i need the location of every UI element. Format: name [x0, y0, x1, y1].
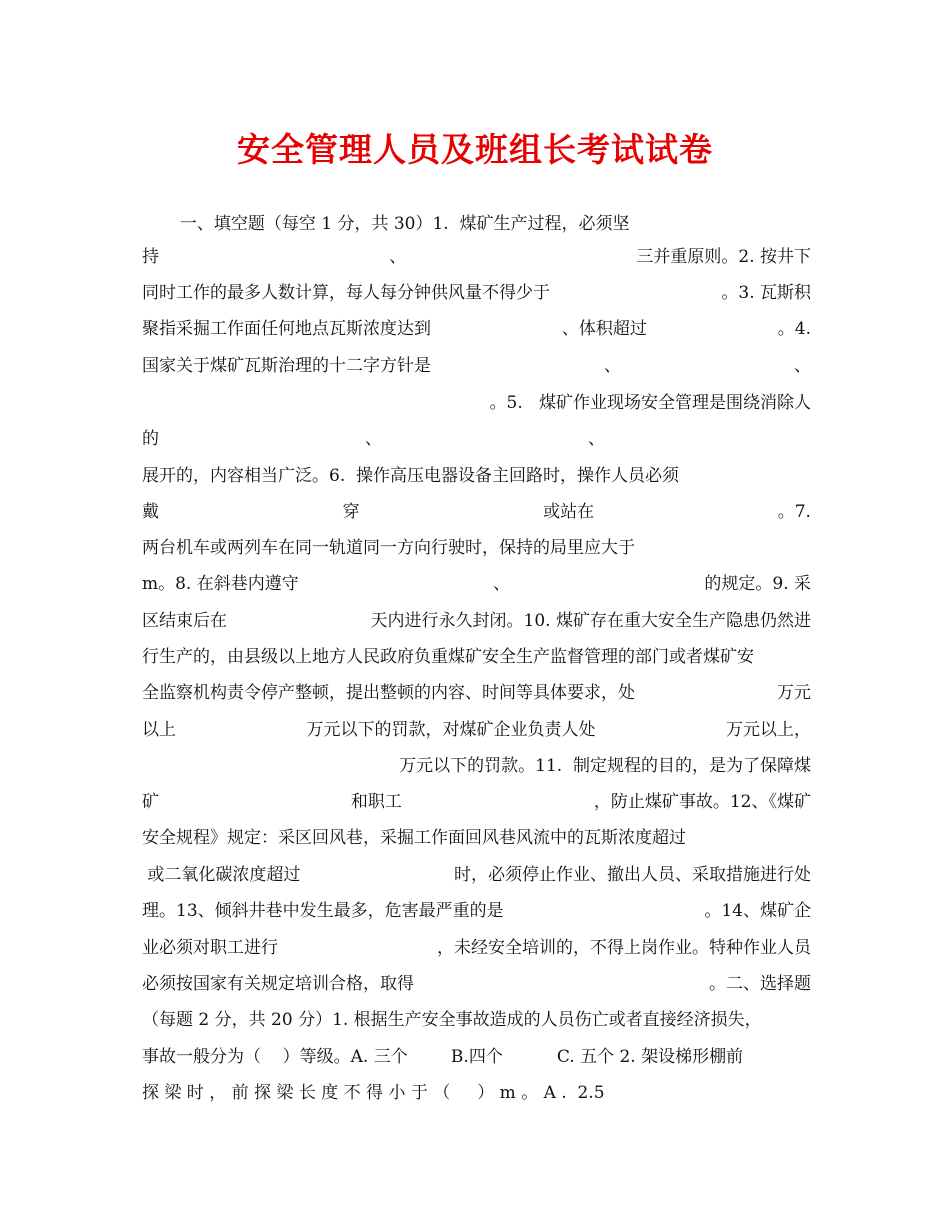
text-segment: 戴 — [142, 502, 159, 522]
text-segment: 时，必须停止作业、撤出人员、采取措施进行处 — [454, 865, 811, 885]
text-segment: （每题 2 分，共 20 分）1. 根据生产安全事故造成的人员伤亡或者直接经济损失， — [142, 1010, 762, 1030]
text-segment: 业必须对职工进行 — [142, 938, 278, 958]
text-line — [142, 246, 811, 268]
text-line — [142, 465, 811, 487]
text-line — [142, 573, 811, 595]
text-segment: ，未经安全培训的，不得上岗作业。特种作业人员 — [437, 938, 811, 958]
text-segment: 聚指采掘工作面任何地点瓦斯浓度达到 — [142, 319, 431, 339]
text-segment: 矿 — [142, 792, 159, 812]
text-segment: 。5. 煤矿作业现场安全管理是围绕消除人 — [489, 393, 811, 413]
page-title: 安全管理人员及班组长考试试卷 — [237, 130, 713, 169]
text-line — [142, 900, 811, 922]
text-segment: 、 — [365, 429, 382, 449]
text-segment: 行生产的，由县级以上地方人民政府负重煤矿安全生产监督管理的部门或者煤矿安 — [142, 647, 754, 667]
text-segment: 或站在 — [543, 502, 595, 522]
text-line — [142, 791, 811, 813]
text-line — [142, 937, 811, 959]
text-line — [142, 719, 811, 741]
text-segment: 以上 — [142, 720, 176, 740]
text-segment: 国家关于煤矿瓦斯治理的十二字方针是 — [142, 356, 431, 376]
text-segment: 探 梁 时 ， 前 探 梁 长 度 不 得 小 于 （ ） m 。 A . 2.5 — [142, 1083, 605, 1103]
text-segment: 万元以上， — [726, 720, 811, 740]
text-line — [142, 428, 811, 450]
text-segment: 全监察机构责令停产整顿，提出整顿的内容、时间等具体要求，处 — [142, 683, 635, 703]
text-line — [142, 1046, 811, 1068]
text-segment: 的规定。9. 采 — [704, 574, 811, 594]
text-line — [142, 864, 811, 886]
text-segment: 理。13、倾斜井巷中发生最多，危害最严重的是 — [142, 901, 504, 921]
text-segment: 、 — [588, 429, 605, 449]
text-segment: 必须按国家有关规定培训合格，取得 — [142, 974, 414, 994]
text-line — [142, 973, 811, 995]
text-segment: 区结束后在 — [142, 611, 227, 631]
text-segment: 万元以下的罚款，对煤矿企业负责人处 — [306, 720, 596, 740]
text-segment: 、体积超过 — [561, 319, 647, 339]
text-segment: 、 — [604, 356, 621, 376]
text-segment: 。3. 瓦斯积 — [721, 283, 811, 303]
text-segment: 同时工作的最多人数计算，每人每分钟供风量不得少于 — [142, 283, 550, 303]
text-segment: 。14、煤矿企 — [704, 901, 811, 921]
text-segment: 三并重原则。2. 按井下 — [636, 247, 811, 267]
text-segment: 持 — [142, 247, 159, 267]
text-line — [142, 282, 811, 304]
text-segment: 和职工 — [350, 792, 402, 812]
text-segment: 。二、选择题 — [709, 974, 811, 994]
text-segment: 的 — [142, 429, 159, 449]
text-segment: 两台机车或两列车在同一轨道同一方向行驶时，保持的局里应大于 — [142, 538, 635, 558]
text-line — [142, 1009, 811, 1031]
text-segment: 、 — [389, 247, 407, 267]
text-line — [142, 501, 811, 523]
text-line — [142, 682, 811, 704]
text-segment: 万元 — [777, 683, 811, 703]
text-segment: 安全规程》规定：采区回风巷，采掘工作面回风巷风流中的瓦斯浓度超过 — [142, 828, 686, 848]
text-segment: 。4. — [777, 319, 811, 339]
text-segment: 、 — [794, 356, 811, 376]
text-line — [142, 610, 811, 632]
text-segment: 一、填空题（每空 1 分，共 30）1. 煤矿生产过程，必须坚 — [142, 214, 630, 234]
text-segment: 、 — [493, 574, 511, 594]
text-line — [142, 537, 635, 559]
text-segment: 万元以下的罚款。11. 制定规程的目的，是为了保障煤 — [399, 756, 811, 776]
text-segment: 穿 — [342, 502, 360, 522]
text-segment: 天内进行永久封闭。10. 煤矿存在重大安全生产隐患仍然进 — [370, 611, 811, 631]
text-segment: 事故一般分为（ ）等级。A. 三个 B.四个 C. 五个 2. 架设梯形棚前 — [142, 1047, 744, 1067]
text-segment: 展开的，内容相当广泛。6. 操作高压电器设备主回路时，操作人员必须 — [142, 466, 680, 486]
text-line — [142, 318, 811, 340]
text-line — [142, 213, 811, 235]
text-line — [142, 392, 811, 414]
text-segment: m。8. 在斜巷内遵守 — [142, 574, 299, 594]
text-segment: 或二氧化碳浓度超过 — [142, 865, 301, 885]
text-line — [142, 355, 811, 377]
text-line — [142, 1082, 605, 1104]
text-segment: 。7. — [777, 502, 811, 522]
text-line — [142, 827, 686, 849]
text-line — [142, 646, 811, 668]
text-line — [142, 755, 811, 777]
text-segment: ，防止煤矿事故。12、《煤矿 — [593, 792, 811, 812]
